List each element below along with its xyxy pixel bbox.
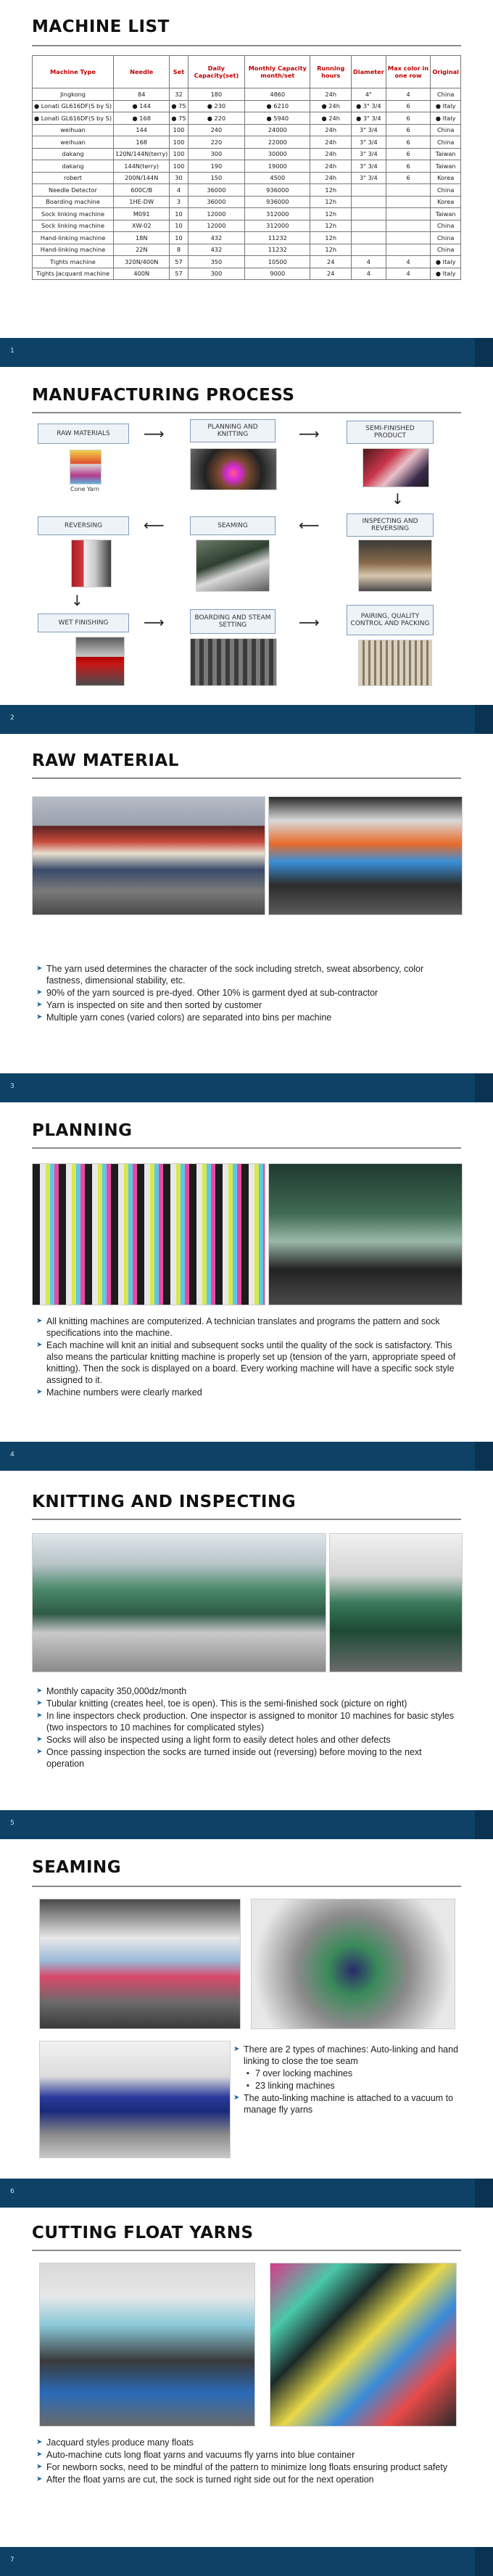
table-cell: ● 144: [114, 100, 170, 112]
table-cell: 24h: [310, 160, 352, 173]
table-cell: 312000: [245, 208, 310, 220]
table-cell: China: [431, 88, 461, 101]
knitting-floor-photo: [32, 1533, 326, 1672]
boarding-photo: [190, 638, 277, 686]
slide-planning: [0, 1102, 493, 1472]
footer-accent: [475, 2547, 493, 2576]
table-cell: Tights machine: [33, 256, 114, 268]
table-row: [33, 100, 461, 112]
table-row: [33, 220, 461, 232]
cone-yarn-photo: [70, 450, 102, 484]
footer-accent: [475, 1073, 493, 1102]
footer-bar: [0, 1073, 493, 1102]
step-reversing: REVERSING: [38, 516, 129, 535]
linking-room-photo: [39, 2041, 231, 2158]
table-cell: 432: [188, 232, 245, 244]
table-cell: 9000: [245, 268, 310, 280]
table-cell: 100: [170, 136, 188, 149]
slide-number: 3: [10, 1083, 14, 1090]
table-cell: Korea: [431, 172, 461, 184]
arrow-right-icon: ⟶: [144, 425, 165, 442]
table-cell: 600C/B: [114, 184, 170, 197]
table-cell: 4: [170, 184, 188, 197]
table-header-cell: Original: [431, 56, 461, 88]
semi-finished-photo: [362, 448, 429, 487]
table-cell: 12h: [310, 208, 352, 220]
planning-bullets: [36, 1316, 457, 1399]
float-yarns-closeup-photo: [270, 2263, 457, 2427]
slide-cutting-float-yarns: [0, 2208, 493, 2576]
table-row: [33, 244, 461, 256]
table-cell: 432: [188, 244, 245, 256]
table-cell: 12h: [310, 184, 352, 197]
bullet-item: ➤ After the float yarns are cut, the sock is turned right side out for the next operation: [36, 2474, 457, 2485]
yarn-bins-photo: [268, 796, 463, 915]
raw-material-bullets: [36, 963, 457, 1024]
table-cell: ● Italy: [431, 112, 461, 125]
table-cell: ● 75: [170, 100, 188, 112]
table-header-cell: Set: [170, 56, 188, 88]
footer-bar: [0, 338, 493, 367]
table-cell: ● Lonati GL616DF(S by S): [33, 112, 114, 125]
bullet-item: ➤ The yarn used determines the character of the sock including stretch, sweat absorbency, color fastness, dimensional stability, etc.: [36, 963, 457, 986]
table-cell: ● Italy: [431, 256, 461, 268]
cutting-bullets: [36, 2437, 457, 2486]
table-row: [33, 148, 461, 160]
table-cell: [386, 220, 431, 232]
title-rule: [32, 777, 461, 779]
table-cell: [352, 196, 386, 208]
table-cell: robert: [33, 172, 114, 184]
table-cell: 150: [188, 172, 245, 184]
slide-title: CUTTING FLOAT YARNS: [32, 2224, 254, 2242]
table-cell: ● 6210: [245, 100, 310, 112]
step-planning-knitting: PLANNING AND KNITTING: [190, 419, 276, 442]
hand-linking-photo: [251, 1899, 455, 2029]
table-cell: 6: [386, 172, 431, 184]
table-cell: 3" 3/4: [352, 160, 386, 173]
machine-table: [32, 55, 461, 280]
table-cell: 10500: [245, 256, 310, 268]
table-cell: ● 24h: [310, 100, 352, 112]
title-rule: [32, 1147, 461, 1149]
table-cell: Taiwan: [431, 148, 461, 160]
table-cell: [386, 208, 431, 220]
table-header-cell: Max color in one row: [386, 56, 431, 88]
table-cell: 320N/400N: [114, 256, 170, 268]
table-cell: 24h: [310, 88, 352, 101]
table-cell: 1HE-DW: [114, 196, 170, 208]
table-row: [33, 196, 461, 208]
slide-machine-list: [0, 0, 493, 368]
table-row: [33, 124, 461, 136]
bullet-item: ➤ Tubular knitting (creates heel, toe is open). This is the semi-finished sock (picture on right): [36, 1698, 457, 1709]
table-cell: 936000: [245, 184, 310, 197]
table-cell: ● 168: [114, 112, 170, 125]
table-cell: 4: [352, 256, 386, 268]
slide-number: 5: [10, 1820, 14, 1827]
table-cell: 400N: [114, 268, 170, 280]
packing-photo: [358, 640, 432, 686]
bullet-item: ➤ For newborn socks, need to be mindful of the pattern to minimize long floats ensuring product safety: [36, 2461, 457, 2473]
slide-title: KNITTING AND INSPECTING: [32, 1493, 297, 1511]
table-cell: 936000: [245, 196, 310, 208]
table-cell: China: [431, 184, 461, 197]
bullet-item: ➤ All knitting machines are computerized. A technician translates and programs the pattern and sock specifications into the machine.: [36, 1316, 457, 1339]
table-cell: Boarding machine: [33, 196, 114, 208]
table-row: [33, 208, 461, 220]
table-cell: 11232: [245, 232, 310, 244]
table-cell: China: [431, 232, 461, 244]
table-cell: 4": [352, 88, 386, 101]
table-cell: 180: [188, 88, 245, 101]
table-cell: 84: [114, 88, 170, 101]
table-cell: Taiwan: [431, 160, 461, 173]
table-cell: 4860: [245, 88, 310, 101]
table-cell: [352, 184, 386, 197]
slide-raw-material: [0, 734, 493, 1104]
table-cell: 100: [170, 160, 188, 173]
table-cell: ● Lonati GL616DF(S by S): [33, 100, 114, 112]
table-cell: ● 3" 3/4: [352, 112, 386, 125]
yarn-warehouse-photo: [32, 796, 265, 915]
auto-linking-photo: [39, 1899, 241, 2029]
table-header-cell: Machine Type: [33, 56, 114, 88]
footer-accent: [475, 1442, 493, 1471]
table-cell: 144N(terry): [114, 160, 170, 173]
table-cell: 100: [170, 148, 188, 160]
table-cell: 100: [170, 124, 188, 136]
table-cell: 168: [114, 136, 170, 149]
table-cell: 312000: [245, 220, 310, 232]
step-wet-finishing: WET FINISHING: [38, 614, 129, 632]
table-cell: 4: [386, 268, 431, 280]
bullet-item: ➤ Auto-machine cuts long float yarns and vacuums fly yarns into blue container: [36, 2449, 457, 2461]
footer-bar: [0, 705, 493, 734]
table-cell: 4: [386, 88, 431, 101]
table-cell: 200N/144N: [114, 172, 170, 184]
table-cell: Jingkong: [33, 88, 114, 101]
table-cell: ● Italy: [431, 100, 461, 112]
table-cell: 190: [188, 160, 245, 173]
step-semi-finished: SEMI-FINISHED PRODUCT: [347, 421, 434, 444]
bullet-item: ➤ 90% of the yarn sourced is pre-dyed. Other 10% is garment dyed at sub-contractor: [36, 987, 457, 999]
slide-title: RAW MATERIAL: [32, 751, 179, 770]
table-header-row: [33, 56, 461, 88]
table-cell: 10: [170, 208, 188, 220]
sub-bullet-item: ▪ 23 linking machines: [233, 2080, 465, 2092]
table-cell: 57: [170, 256, 188, 268]
step-boarding-steam: BOARDING AND STEAM SETTING: [190, 609, 276, 634]
table-header-cell: Diameter: [352, 56, 386, 88]
title-rule: [32, 1519, 461, 1520]
table-cell: 3: [170, 196, 188, 208]
slide-number: 1: [10, 347, 14, 355]
seaming-photo: [196, 540, 270, 592]
table-header-cell: Daily Capacity(set): [188, 56, 245, 88]
slide-title: MANUFACTURING PROCESS: [32, 386, 295, 405]
table-cell: 24h: [310, 172, 352, 184]
table-header-cell: Monthly Capacity month/set: [245, 56, 310, 88]
table-cell: weihuan: [33, 136, 114, 149]
bullet-item: ➤ The auto-linking machine is attached to a vacuum to manage fly yarns: [233, 2092, 465, 2115]
slide-seaming: [0, 1839, 493, 2209]
table-cell: [352, 208, 386, 220]
table-cell: 32: [170, 88, 188, 101]
sock-display-board-photo: [32, 1163, 265, 1305]
table-cell: Hand-linking machine: [33, 232, 114, 244]
table-row: [33, 268, 461, 280]
table-cell: 24: [310, 268, 352, 280]
table-cell: [386, 184, 431, 197]
knitting-photo: [190, 448, 277, 490]
table-cell: 18N: [114, 232, 170, 244]
table-cell: 3" 3/4: [352, 136, 386, 149]
cone-yarn-caption: Cone Yarn: [70, 486, 99, 492]
footer-bar: [0, 2547, 493, 2576]
slide-number: 7: [10, 2556, 14, 2564]
slide-manufacturing-process: [0, 367, 493, 735]
table-cell: ● 5940: [245, 112, 310, 125]
step-inspecting-reversing: INSPECTING AND REVERSING: [347, 513, 434, 537]
arrow-down-icon: ↓: [392, 490, 404, 508]
arrow-right-icon: ⟶: [299, 614, 320, 631]
table-cell: 220: [188, 136, 245, 149]
title-rule: [32, 2250, 461, 2251]
arrow-down-icon: ↓: [71, 592, 83, 609]
table-cell: 12h: [310, 232, 352, 244]
table-cell: 6: [386, 124, 431, 136]
table-row: [33, 136, 461, 149]
table-cell: China: [431, 220, 461, 232]
table-cell: [386, 244, 431, 256]
knitting-bullets: [36, 1685, 457, 1770]
table-cell: dakang: [33, 160, 114, 173]
sub-bullet-item: ▪ 7 over locking machines: [233, 2068, 465, 2079]
table-cell: 57: [170, 268, 188, 280]
footer-bar: [0, 1810, 493, 1839]
table-cell: 12000: [188, 220, 245, 232]
table-row: [33, 112, 461, 125]
table-cell: Taiwan: [431, 208, 461, 220]
table-row: [33, 88, 461, 101]
wet-finishing-photo: [75, 637, 125, 686]
bullet-item: ➤ Once passing inspection the socks are turned inside out (reversing) before moving to the next operation: [36, 1746, 457, 1770]
bullet-item: ➤ Each machine will knit an initial and subsequent socks until the quality of the sock is satisfactory. This also means the particular knitting machine is properly set up (tension of the yarn, appropriate speed of knitting). Then the sock is displayed on a board. Every working machine will have a specific sock style assigned to it.: [36, 1339, 457, 1386]
table-cell: 240: [188, 124, 245, 136]
arrow-right-icon: ⟶: [144, 614, 165, 631]
table-cell: 24000: [245, 124, 310, 136]
computerized-knitter-photo: [268, 1163, 463, 1305]
table-cell: 22000: [245, 136, 310, 149]
slide-number: 2: [10, 714, 14, 722]
table-cell: 12h: [310, 196, 352, 208]
table-cell: 300: [188, 268, 245, 280]
table-cell: 30: [170, 172, 188, 184]
table-cell: [352, 220, 386, 232]
inspecting-photo: [358, 540, 432, 592]
table-cell: Needle Detector: [33, 184, 114, 197]
bullet-item: ➤ Socks will also be inspected using a light form to easily detect holes and other defects: [36, 1734, 457, 1746]
table-cell: 350: [188, 256, 245, 268]
table-cell: 4: [352, 268, 386, 280]
table-row: [33, 172, 461, 184]
table-row: [33, 160, 461, 173]
table-cell: 36000: [188, 196, 245, 208]
table-cell: [352, 232, 386, 244]
slide-number: 4: [10, 1451, 14, 1458]
reversing-photo: [71, 540, 112, 587]
table-cell: 30000: [245, 148, 310, 160]
footer-accent: [475, 2179, 493, 2208]
table-cell: China: [431, 244, 461, 256]
footer-accent: [475, 705, 493, 734]
table-cell: 120N/144N(terry): [114, 148, 170, 160]
table-cell: ● 230: [188, 100, 245, 112]
table-cell: 6: [386, 100, 431, 112]
table-cell: [352, 244, 386, 256]
table-cell: 10: [170, 232, 188, 244]
arrow-left-icon: ⟵: [144, 516, 165, 534]
footer-bar: [0, 1442, 493, 1471]
table-cell: M091: [114, 208, 170, 220]
table-cell: 12h: [310, 244, 352, 256]
table-cell: 3" 3/4: [352, 124, 386, 136]
table-cell: Tights Jacquard machine: [33, 268, 114, 280]
table-cell: 6: [386, 136, 431, 149]
table-header-cell: Needle: [114, 56, 170, 88]
slide-number: 6: [10, 2188, 14, 2195]
bullet-item: ➤ There are 2 types of machines: Auto-linking and hand linking to close the toe seam: [233, 2044, 465, 2067]
slide-title: PLANNING: [32, 1121, 133, 1140]
table-cell: ● 75: [170, 112, 188, 125]
table-cell: XW-02: [114, 220, 170, 232]
table-cell: [386, 232, 431, 244]
table-cell: 12000: [188, 208, 245, 220]
arrow-left-icon: ⟵: [299, 516, 320, 534]
table-cell: ● 24h: [310, 112, 352, 125]
bullet-item: ➤ Multiple yarn cones (varied colors) are separated into bins per machine: [36, 1012, 457, 1023]
slide-title: MACHINE LIST: [32, 17, 170, 36]
bullet-item: ➤ Monthly capacity 350,000dz/month: [36, 1685, 457, 1697]
bullet-item: ➤ Jacquard styles produce many floats: [36, 2437, 457, 2448]
table-cell: 22N: [114, 244, 170, 256]
table-cell: 8: [170, 244, 188, 256]
table-cell: Hand-linking machine: [33, 244, 114, 256]
table-row: [33, 256, 461, 268]
table-cell: ● 220: [188, 112, 245, 125]
table-cell: 6: [386, 160, 431, 173]
table-cell: [386, 196, 431, 208]
table-cell: 3" 3/4: [352, 148, 386, 160]
step-seaming: SEAMING: [190, 516, 276, 535]
table-cell: 4: [386, 256, 431, 268]
title-rule: [32, 1886, 461, 1887]
table-cell: Sock linking machine: [33, 220, 114, 232]
table-cell: 6: [386, 112, 431, 125]
table-cell: 24h: [310, 148, 352, 160]
knitting-machine-closeup-photo: [329, 1533, 463, 1672]
table-row: [33, 184, 461, 197]
table-cell: 144: [114, 124, 170, 136]
table-cell: ● 3" 3/4: [352, 100, 386, 112]
seaming-bullets: [233, 2044, 465, 2116]
footer-bar: [0, 2179, 493, 2208]
footer-accent: [475, 338, 493, 367]
table-cell: China: [431, 124, 461, 136]
slide-title: SEAMING: [32, 1858, 122, 1877]
table-cell: 10: [170, 220, 188, 232]
table-row: [33, 232, 461, 244]
title-rule: [32, 412, 461, 413]
step-pairing-qc-packing: PAIRING, QUALITY CONTROL AND PACKING: [347, 605, 434, 635]
table-cell: China: [431, 136, 461, 149]
table-header-cell: Running hours: [310, 56, 352, 88]
table-cell: 4500: [245, 172, 310, 184]
table-cell: weihuan: [33, 124, 114, 136]
table-cell: 24h: [310, 136, 352, 149]
footer-accent: [475, 1810, 493, 1839]
arrow-right-icon: ⟶: [299, 425, 320, 442]
table-cell: dakang: [33, 148, 114, 160]
bullet-item: ➤ Machine numbers were clearly marked: [36, 1387, 457, 1398]
table-cell: 24: [310, 256, 352, 268]
table-cell: 11232: [245, 244, 310, 256]
step-raw-materials: RAW MATERIALS: [38, 424, 129, 444]
table-cell: Korea: [431, 196, 461, 208]
bullet-item: ➤ Yarn is inspected on site and then sorted by customer: [36, 999, 457, 1011]
table-cell: Sock linking machine: [33, 208, 114, 220]
table-cell: 36000: [188, 184, 245, 197]
float-cutting-operator-photo: [39, 2263, 255, 2427]
table-cell: 6: [386, 148, 431, 160]
table-cell: ● Italy: [431, 268, 461, 280]
table-cell: 19000: [245, 160, 310, 173]
title-rule: [32, 45, 461, 46]
table-cell: 12h: [310, 220, 352, 232]
table-cell: 24h: [310, 124, 352, 136]
slide-knitting-inspecting: [0, 1471, 493, 1841]
bullet-item: ➤ In line inspectors check production. One inspector is assigned to monitor 10 machines for basic styles (two inspectors to 10 machines for complicated styles): [36, 1710, 457, 1733]
table-cell: 3" 3/4: [352, 172, 386, 184]
table-cell: 300: [188, 148, 245, 160]
